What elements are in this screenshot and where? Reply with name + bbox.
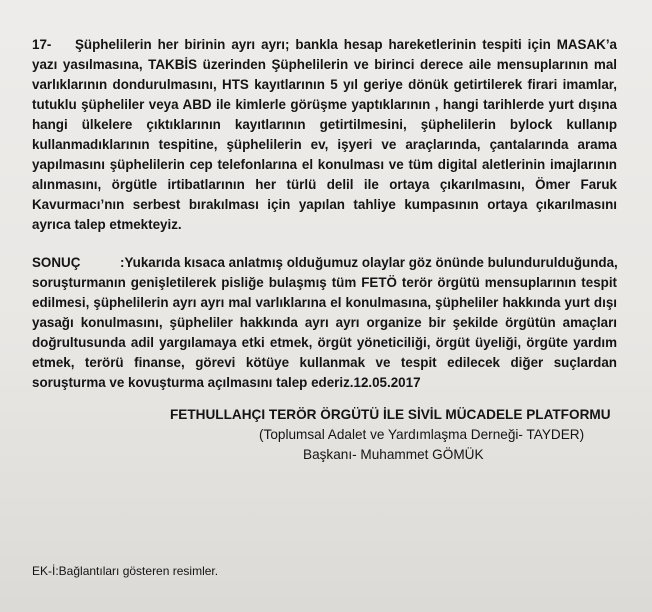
paragraph-line: doğrultusunda adil yargılamaya etki etmek, örgüt yöneticiliği, örgüt üyeliği, örgüte yardım bbox=[32, 335, 617, 350]
paragraph-line: yasağı konulmasını, şüpheliler hakkında ayrı ayrı organize bir şekilde örgütün amaçları bbox=[32, 315, 617, 330]
paragraph-line: :Yukarıda kısaca anlatmış olduğumuz olaylar göz önünde bulundurulduğunda, bbox=[120, 255, 618, 270]
signature-organization: FETHULLAHÇI TERÖR ÖRGÜTÜ İLE SİVİL MÜCADELE PLATFORMU bbox=[170, 407, 611, 422]
paragraph-line: etmek, terörü finanse, görevi kötüye kullanmak ve tespit edilecek diğer suçlardan bbox=[32, 355, 617, 370]
item-17-first-line bbox=[32, 35, 617, 55]
conclusion-label: SONUÇ bbox=[32, 255, 81, 270]
paragraph-line: hangi ülkelere çıktıklarının kayıtlarının getirtilmesini, şüphelilerin bylock kullanıp bbox=[32, 117, 617, 132]
item-number: 17- bbox=[32, 37, 52, 52]
paragraph-line: yapılmasını şüphelilerin cep telefonlarına el konulması ve tüm digital aletlerinin imajlarının bbox=[32, 157, 617, 172]
attachment-note: EK-İ:Bağlantıları gösteren resimler. bbox=[32, 564, 219, 578]
paragraph-line: Şüphelilerin her birinin ayrı ayrı; bankla hesap hareketlerinin tespiti için MASAK’a bbox=[75, 37, 617, 52]
paragraph-line: tutuklu şüpheliler veya ABD ile kimlerle görüşme yaptıklarının , hangi tarihlerde yurt dışına bbox=[32, 97, 617, 112]
paragraph-line: edilmesi, şüphelilerin ayrı ayrı mal varlıklarına el konulmasına, şüpheliler hakkında yurt dışı bbox=[32, 295, 617, 310]
conclusion-first-line bbox=[32, 253, 617, 273]
paragraph-line: ayrıca talep etmekteyiz. bbox=[32, 217, 182, 232]
paragraph-line: kullanmadıklarının tespitine, şüphelilerin ev, işyeri ve araçlarında, çantalarında arama bbox=[32, 137, 617, 152]
paragraph-line: alınmasını, örgütle irtibatlarının her türlü delil ile ortaya çıkarılmasını, Ömer Faruk bbox=[32, 177, 617, 192]
signature-association: (Toplumsal Adalet ve Yardımlaşma Derneği- TAYDER) bbox=[259, 427, 585, 442]
signature-president: Başkanı- Muhammet GÖMÜK bbox=[303, 447, 484, 462]
paragraph-line: Kavurmacı’nın serbest bırakılması için yapılan tahliye kumpasının ortaya çıkarılmasını bbox=[32, 197, 617, 212]
paragraph-line: varlıklarının dondurulmasını, HTS kayıtlarının 5 yıl geriye dönük getirtilerek firari imamlar, bbox=[32, 77, 617, 92]
paragraph-line: soruşturmanın genişletilerek pisliğe bulaşmış tüm FETÖ terör örgütü mensuplarının tespit bbox=[32, 275, 617, 290]
paragraph-line: yazı yasılmasına, TAKBİS üzerinden Şüphelilerin ve birinci derece aile mensuplarının mal bbox=[32, 57, 617, 72]
paragraph-line: soruşturma ve kovuşturma açılmasını talep ederiz.12.05.2017 bbox=[32, 375, 421, 390]
